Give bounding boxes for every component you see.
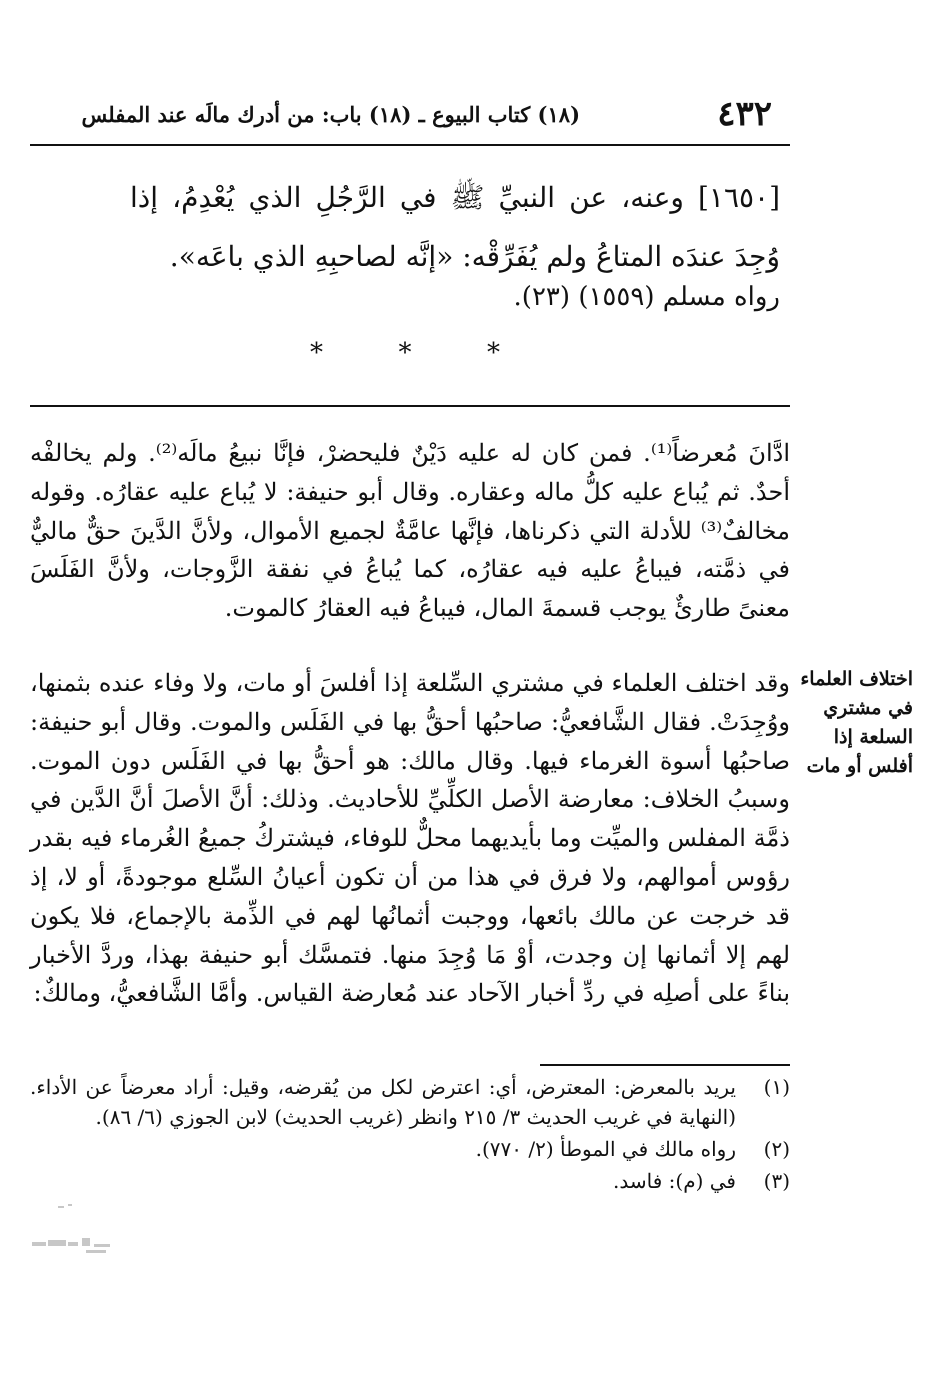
footnote-3: [30, 1166, 790, 1196]
footnote-text: في (م): فاسد.: [613, 1169, 736, 1193]
hadith-source: رواه مسلم (١٥٥٩) (٢٣).: [513, 282, 780, 312]
separator-star: *: [398, 338, 412, 368]
footnotes: [30, 1072, 790, 1198]
margin-note: اختلاف العلماء في مشتري السلعة إذا أفلس أو مات: [800, 668, 913, 777]
hadith-paragraph: [١٦٥٠] وعنه، عن النبيِّ ﷺ في الرَّجُلِ الذي يُعْدِمُ، إذا وُجِدَ عندَه المتاعُ ولم يُفَرِّقْه: «إنَّه لصاحبِهِ الذي باعَه».: [130, 181, 780, 273]
separator-star: *: [487, 338, 500, 368]
footnote-rule: [540, 1064, 790, 1066]
section-separator: [310, 338, 500, 368]
separator-star: *: [310, 338, 323, 368]
commentary-paragraph-1: ادَّانَ مُعرضاً⁽¹⁾. فمن كان له عليه دَيْنٌ فليحضرْ، فإنَّا نبيعُ مالَه⁽²⁾. ولم يخالفْه أحدٌ. ثم يُباع عليه كلُّ ماله وعقاره. وقال أبو حنيفة: لا يُباع عليه عقارُه. وقوله مخالفٌ⁽³⁾ للأدلة التي ذكرناها، فإنَّها عامَّةٌ لجميع الأموال، ولأنَّ الدَّينَ حقٌّ ماليٌّ في ذمَّته، فيباعُ عليه فيه عقارُه، كما يُباعُ في نفقة الزَّوجات، ولأنَّ الفَلَسَ معنىً طارئٌ يوجب قسمةَ المال، فيباعُ فيه العقارُ كالموت.: [30, 439, 791, 623]
footnote-number: (٣): [763, 1169, 790, 1193]
commentary-paragraph-2: وقد اختلف العلماء في مشتري السِّلعة إذا أفلسَ أو مات، ولا وفاء عنده بثمنها، ووُجِدَتْ. فقال الشَّافعيُّ: صاحبُها أحقُّ بها في الفَلَس والموت. وقال أبو حنيفة: صاحبُها أسوة الغرماء فيها. وقال مالك: هو أحقُّ بها في الفَلَس دون الموت. وسببُ الخلاف: معارضة الأصل الكلِّيِّ للأحاديث. وذلك: أنَّ الأصلَ أنَّ الدَّين في ذمَّة المفلس والميِّت وما بأيديهما محلٌّ للوفاء، فيشتركُ جميعُ الغُرماء فيه بقدر رؤوس أموالهم، ولا فرق في هذا من أن تكون أعيانُ السِّلع موجودةً، أو لا، إذ قد خرجت عن مالك بائعها، ووجبت أثمانُها لهم في الذِّمة بالإجماع، فلا يكون لهم إلا أثمانها إن وجدت، أوْ مَا وُجِدَ منها. فتمسَّك أبو حنيفة بهذا، وردَّ الأخبار بناءً على أصلِه في ردِّ أخبار الآحاد عند مُعارضة القياس. وأمَّا الشَّافعيُّ، ومالكٌ:: [30, 669, 790, 1008]
footnote-text: يريد بالمعرض: المعترض، أي: اعترض لكل من يُقرضه، وقيل: أراد معرضاً عن الأداء. (النهاية في غريب الحديث ٣/ ٢١٥ وانظر (غريب الحديث) لابن الجوزي (٦/ ٨٦).: [30, 1075, 736, 1129]
footnote-number: (١): [763, 1075, 790, 1099]
page-number: ٤٣٢: [717, 94, 772, 134]
scan-smudge: [28, 1198, 120, 1260]
footnote-text: رواه مالك في الموطأ (٢/ ٧٧٠).: [475, 1137, 736, 1161]
chapter-title: (١٨) كتاب البيوع ـ (١٨) باب: من أدرك مالَه عند المفلس: [81, 102, 580, 127]
footnote-number: (٢): [763, 1137, 790, 1161]
running-header: [30, 88, 790, 146]
footnote-2: [30, 1134, 790, 1164]
footnote-1: [30, 1072, 790, 1132]
commentary-divider: [30, 405, 790, 407]
hadith-text: [130, 168, 780, 286]
